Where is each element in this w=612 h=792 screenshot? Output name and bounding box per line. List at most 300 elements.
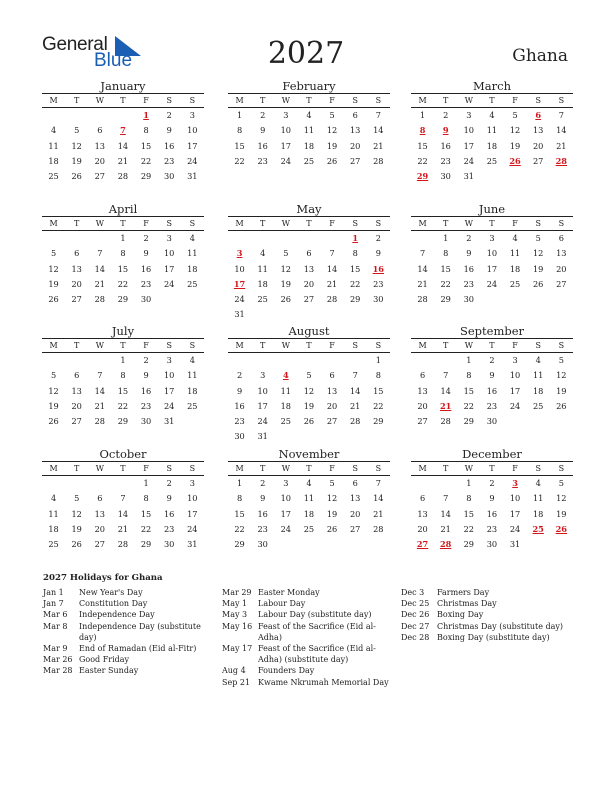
day-cell: 31 (463, 171, 475, 182)
day-cell: 22 (463, 523, 475, 534)
day-cell: 28 (117, 171, 129, 182)
weekday-label: W (95, 464, 104, 473)
weekday-label: M (235, 219, 244, 228)
day-cell: 29 (234, 539, 245, 550)
day-cell: 27 (94, 171, 106, 182)
day-cell: 27 (349, 523, 361, 534)
day-cell: 19 (280, 278, 292, 289)
holiday-date: Dec 27 (401, 621, 430, 631)
holiday-day-number: 7 (120, 125, 126, 136)
holiday-day (411, 537, 434, 552)
day-cell: 23 (440, 155, 451, 166)
day-cell: 9 (236, 385, 243, 396)
day-cell: 17 (187, 140, 198, 151)
day-cell: 18 (532, 385, 544, 396)
weekday-header (411, 461, 573, 476)
holiday-date: Dec 26 (401, 610, 430, 620)
month-name: October (99, 447, 147, 461)
month-name: January (100, 79, 146, 93)
day-cell (158, 292, 181, 307)
week-row (42, 154, 204, 169)
weekday-label: W (95, 96, 104, 105)
day-cell (297, 231, 320, 246)
day-cell: 13 (71, 263, 82, 274)
day-cell: 17 (257, 400, 268, 411)
week-row (42, 169, 204, 184)
day-cell: 23 (373, 278, 384, 289)
day-cell: 11 (48, 140, 59, 151)
week-row (42, 522, 204, 537)
day-cell: 10 (163, 370, 175, 381)
day-cell: 7 (352, 370, 358, 381)
holiday-day (434, 399, 457, 414)
day-cell: 5 (74, 493, 80, 504)
day-cell: 4 (306, 110, 312, 120)
week-row (228, 231, 390, 246)
day-cell: 11 (187, 370, 198, 381)
day-cell: 25 (509, 278, 521, 289)
weekday-label: S (535, 96, 541, 105)
day-cell: 30 (257, 539, 268, 550)
weekday-label: T (443, 219, 449, 228)
day-cell: 24 (187, 155, 198, 166)
day-cell: 8 (466, 493, 472, 504)
weekday-label: T (74, 96, 80, 105)
holiday-name: Easter Monday (258, 588, 320, 597)
holiday-day (504, 476, 527, 491)
day-cell: 20 (71, 400, 82, 411)
weekday-label: T (489, 341, 495, 350)
day-cell: 22 (440, 278, 451, 289)
day-cell: 26 (532, 278, 544, 289)
day-cell: 24 (509, 523, 521, 534)
day-cell: 12 (71, 140, 82, 151)
day-cell: 27 (71, 416, 82, 427)
day-cell: 3 (512, 355, 518, 365)
day-cell: 13 (326, 385, 338, 396)
day-cell (550, 537, 573, 552)
day-cell: 10 (509, 370, 521, 381)
day-cell (274, 307, 297, 322)
weekday-label: S (375, 341, 382, 350)
day-cell: 23 (163, 155, 175, 166)
holiday-entry (222, 621, 392, 643)
week-row (411, 476, 573, 491)
holiday-date: Mar 9 (43, 644, 68, 654)
day-cell: 2 (443, 110, 449, 120)
day-cell: 24 (187, 523, 198, 534)
day-cell: 5 (50, 248, 57, 259)
weekday-label: W (464, 464, 473, 473)
day-cell: 12 (556, 370, 567, 381)
day-cell: 1 (443, 233, 449, 243)
day-cell: 9 (166, 493, 172, 504)
day-cell: 19 (71, 523, 82, 534)
weekday-label: T (306, 341, 312, 350)
day-cell: 6 (74, 248, 80, 259)
day-cell: 23 (257, 155, 268, 166)
weekday-label: M (418, 341, 427, 350)
day-cell (88, 108, 111, 123)
day-cell (42, 353, 65, 368)
week-row (42, 537, 204, 552)
weekday-label: F (512, 464, 518, 473)
weekday-label: F (143, 96, 149, 105)
day-cell: 4 (260, 248, 266, 259)
day-cell: 15 (140, 508, 152, 519)
day-cell: 23 (486, 523, 498, 534)
holiday-entry (43, 621, 213, 643)
day-cell: 29 (349, 294, 361, 305)
weekday-label: F (143, 464, 149, 473)
weekday-label: M (49, 464, 58, 473)
day-cell: 18 (486, 140, 498, 151)
day-cell: 24 (257, 416, 268, 427)
day-cell: 21 (373, 508, 384, 519)
day-cell (88, 231, 111, 246)
holiday-entry (401, 598, 571, 609)
day-cell: 6 (352, 478, 358, 488)
weekday-label: S (352, 341, 358, 350)
weekday-label: T (306, 464, 312, 473)
week-row (42, 384, 204, 399)
holiday-entry (222, 643, 392, 665)
holiday-name: New Year's Day (79, 588, 143, 597)
holiday-date: Dec 28 (401, 632, 430, 642)
week-row (228, 154, 390, 169)
holiday-day-number: 28 (439, 539, 452, 550)
day-cell: 1 (120, 355, 126, 365)
day-cell: 16 (140, 263, 152, 274)
holiday-entry (401, 632, 571, 643)
day-cell: 11 (280, 385, 292, 396)
day-cell: 16 (140, 385, 152, 396)
weekday-label: F (329, 341, 335, 350)
weekday-label: S (166, 464, 172, 473)
day-cell: 5 (329, 478, 335, 488)
day-cell: 20 (532, 140, 544, 151)
day-cell: 24 (463, 155, 475, 166)
day-cell: 9 (375, 248, 381, 259)
day-cell: 8 (236, 125, 243, 136)
day-cell: 23 (140, 400, 152, 411)
day-cell (181, 292, 204, 307)
week-row (411, 262, 573, 277)
day-cell: 8 (236, 493, 243, 504)
day-cell (504, 414, 527, 429)
week-row (228, 384, 390, 399)
day-cell: 19 (509, 140, 521, 151)
week-row (411, 169, 573, 184)
holiday-entry (222, 587, 392, 598)
day-cell: 7 (97, 370, 103, 381)
day-cell: 21 (556, 140, 567, 151)
day-cell: 14 (117, 140, 129, 151)
day-cell (527, 169, 550, 184)
week-row (228, 307, 390, 322)
day-cell: 25 (187, 278, 198, 289)
day-cell (274, 353, 297, 368)
day-cell: 30 (440, 171, 451, 182)
holiday-entry (43, 654, 213, 665)
day-cell: 17 (163, 385, 175, 396)
day-cell: 11 (303, 125, 315, 136)
day-cell: 30 (163, 171, 175, 182)
holiday-date: May 16 (222, 621, 253, 631)
day-cell: 11 (303, 493, 315, 504)
day-cell: 18 (187, 263, 198, 274)
week-row (42, 368, 204, 383)
day-cell: 31 (163, 416, 175, 427)
weekday-label: M (49, 96, 58, 105)
day-cell: 10 (463, 125, 475, 136)
day-cell: 31 (257, 431, 268, 442)
month-june (411, 202, 573, 307)
day-cell: 26 (48, 294, 59, 305)
weekday-label: T (120, 341, 126, 350)
holiday-name: Labour Day (substitute day) (258, 610, 372, 620)
day-cell: 28 (440, 416, 451, 427)
day-cell: 21 (94, 278, 106, 289)
day-cell: 1 (466, 355, 472, 365)
day-cell: 21 (373, 140, 384, 151)
day-cell: 1 (419, 110, 426, 120)
day-cell: 23 (234, 416, 245, 427)
day-cell: 4 (535, 478, 541, 488)
day-cell: 14 (94, 385, 106, 396)
day-cell: 18 (187, 385, 198, 396)
holiday-day (135, 108, 158, 123)
day-cell: 26 (556, 400, 567, 411)
holiday-entry (401, 587, 571, 598)
holiday-day (228, 277, 251, 292)
day-cell (344, 307, 367, 322)
holiday-day (550, 522, 573, 537)
day-cell: 10 (163, 248, 175, 259)
week-row (411, 277, 573, 292)
day-cell (65, 353, 88, 368)
day-cell: 14 (349, 385, 361, 396)
day-cell: 25 (187, 400, 198, 411)
day-cell: 21 (417, 278, 428, 289)
holiday-date: Mar 26 (43, 655, 73, 665)
holiday-name: Independence Day (79, 610, 155, 620)
week-row (228, 537, 390, 552)
week-row (411, 491, 573, 506)
day-cell: 4 (535, 355, 541, 365)
month-name: September (459, 324, 525, 338)
day-cell: 29 (463, 539, 475, 550)
day-cell (434, 353, 457, 368)
day-cell: 22 (234, 155, 245, 166)
day-cell: 30 (373, 294, 384, 305)
day-cell: 24 (486, 278, 498, 289)
day-cell: 26 (326, 155, 338, 166)
holiday-column (222, 587, 392, 688)
day-cell: 10 (486, 248, 498, 259)
day-cell: 28 (417, 294, 428, 305)
day-cell (274, 429, 297, 444)
calendar-year: 2027 (267, 36, 345, 71)
week-row (411, 414, 573, 429)
day-cell: 12 (509, 125, 521, 136)
weekday-header (228, 93, 390, 108)
day-cell (297, 353, 320, 368)
week-row (411, 108, 573, 123)
holiday-name: Independence Day (substitute day) (79, 621, 201, 642)
month-name: August (288, 324, 330, 338)
day-cell: 18 (509, 263, 521, 274)
day-cell (42, 476, 65, 491)
day-cell (367, 537, 390, 552)
day-cell: 23 (257, 523, 268, 534)
day-cell: 8 (352, 248, 358, 259)
day-cell: 2 (489, 478, 495, 488)
day-cell: 7 (419, 248, 426, 259)
day-cell: 2 (166, 110, 172, 120)
week-row (228, 139, 390, 154)
holiday-name: Good Friday (79, 655, 130, 665)
weekday-label: S (535, 464, 541, 473)
day-cell: 16 (163, 140, 175, 151)
day-cell: 27 (349, 155, 361, 166)
day-cell: 9 (143, 370, 149, 381)
holiday-day (111, 123, 134, 138)
month-february (228, 79, 390, 169)
holiday-day (344, 231, 367, 246)
holiday-entry (222, 609, 392, 620)
day-cell: 25 (48, 539, 59, 550)
week-row (228, 262, 390, 277)
day-cell: 13 (556, 248, 567, 259)
day-cell: 29 (140, 171, 152, 182)
day-cell: 26 (71, 539, 82, 550)
day-cell: 25 (532, 400, 544, 411)
day-cell: 1 (143, 478, 149, 488)
holiday-name: Feast of the Sacrifice (Eid al-Adha) (258, 621, 376, 642)
day-cell: 2 (489, 355, 495, 365)
day-cell: 27 (94, 539, 106, 550)
weekday-label: S (166, 219, 172, 228)
day-cell: 21 (117, 523, 129, 534)
holiday-day (411, 123, 434, 138)
day-cell: 4 (50, 493, 57, 504)
weekday-label: S (535, 341, 541, 350)
week-row (228, 277, 390, 292)
day-cell (480, 292, 503, 307)
month-september (411, 324, 573, 429)
day-cell: 28 (326, 294, 338, 305)
day-cell: 25 (303, 155, 315, 166)
weekday-label: T (120, 219, 126, 228)
day-cell: 7 (443, 493, 449, 504)
weekday-label: T (306, 96, 312, 105)
day-cell: 12 (303, 385, 315, 396)
day-cell: 18 (303, 140, 315, 151)
day-cell (527, 414, 550, 429)
day-cell: 20 (326, 400, 338, 411)
weekday-label: M (235, 464, 244, 473)
week-row (411, 399, 573, 414)
weekday-label: W (464, 96, 473, 105)
day-cell: 5 (558, 478, 564, 488)
day-cell: 11 (532, 370, 544, 381)
holiday-day-number: 1 (352, 233, 359, 243)
day-cell: 20 (71, 278, 82, 289)
day-cell: 20 (556, 263, 567, 274)
weekday-label: S (558, 341, 565, 350)
month-name: June (478, 202, 506, 216)
week-row (411, 292, 573, 307)
week-row (411, 231, 573, 246)
holiday-day-number: 3 (236, 248, 243, 259)
day-cell: 15 (140, 140, 152, 151)
week-row (42, 139, 204, 154)
weekday-label: F (329, 464, 335, 473)
day-cell (504, 292, 527, 307)
day-cell: 17 (463, 140, 475, 151)
country-name: Ghana (512, 46, 568, 66)
day-cell: 17 (509, 385, 521, 396)
day-cell: 8 (120, 248, 126, 259)
holiday-day (274, 368, 297, 383)
day-cell: 7 (329, 248, 335, 259)
day-cell: 19 (303, 400, 315, 411)
day-cell: 25 (303, 523, 315, 534)
day-cell: 3 (283, 110, 289, 120)
holiday-entry (222, 677, 392, 688)
day-cell: 26 (280, 294, 292, 305)
day-cell: 3 (189, 110, 195, 120)
holiday-name: Boxing Day (437, 610, 484, 620)
day-cell: 24 (163, 400, 175, 411)
day-cell: 22 (417, 155, 428, 166)
day-cell: 3 (166, 355, 172, 365)
day-cell: 17 (509, 508, 521, 519)
week-row (42, 491, 204, 506)
holiday-day (527, 522, 550, 537)
month-name: February (282, 79, 336, 93)
day-cell: 27 (532, 155, 544, 166)
day-cell: 29 (463, 416, 475, 427)
weekday-label: S (352, 219, 358, 228)
day-cell: 12 (48, 263, 59, 274)
weekday-header (411, 93, 573, 108)
weekday-label: T (260, 341, 266, 350)
day-cell: 4 (50, 125, 57, 136)
month-name: July (111, 324, 135, 338)
day-cell: 14 (440, 385, 451, 396)
day-cell: 11 (486, 125, 498, 136)
holiday-day-number: 17 (233, 278, 246, 289)
day-cell: 8 (466, 370, 472, 381)
day-cell: 4 (306, 478, 312, 488)
weekday-label: F (512, 96, 518, 105)
day-cell (321, 353, 344, 368)
holiday-day-number: 26 (555, 523, 568, 534)
day-cell: 3 (489, 233, 495, 243)
day-cell: 9 (489, 370, 495, 381)
day-cell: 27 (71, 294, 82, 305)
weekday-label: S (189, 219, 196, 228)
week-row (228, 246, 390, 261)
day-cell: 20 (94, 155, 106, 166)
weekday-header (42, 461, 204, 476)
day-cell (550, 292, 573, 307)
day-cell (274, 537, 297, 552)
weekday-label: S (558, 219, 565, 228)
day-cell: 5 (512, 110, 518, 120)
